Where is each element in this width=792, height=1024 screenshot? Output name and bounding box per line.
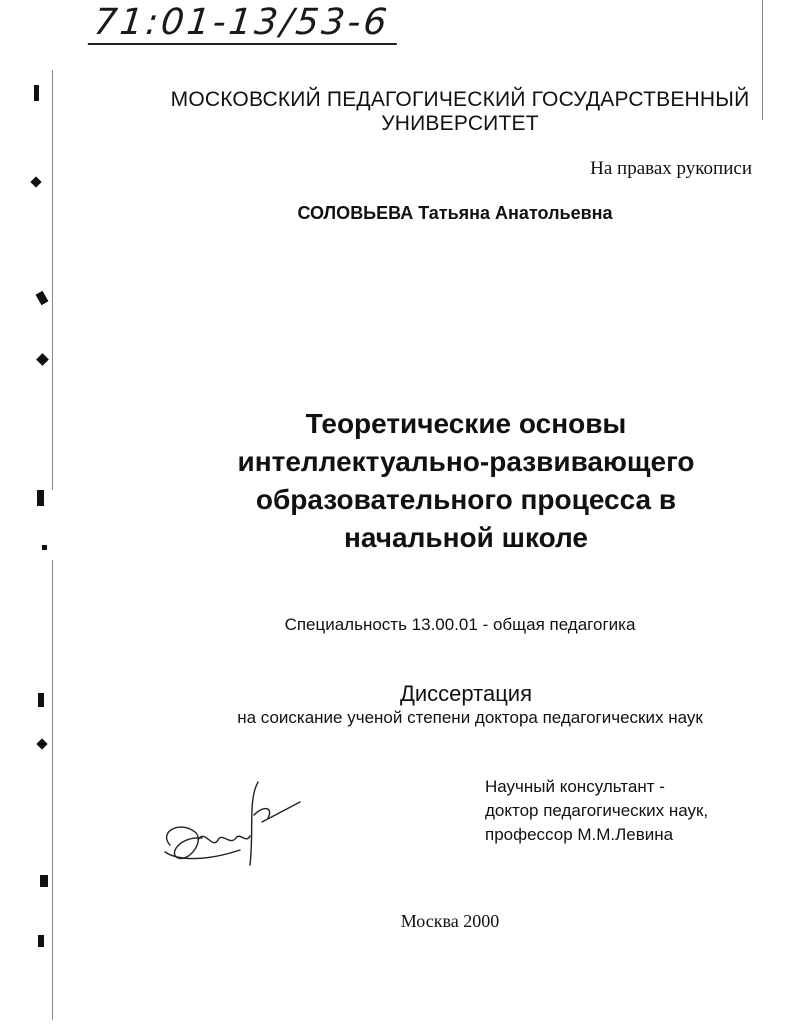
binding-mark <box>36 738 47 749</box>
signature-stroke <box>167 827 202 858</box>
signature-stroke <box>165 850 240 859</box>
consultant-line-2: доктор педагогических наук, <box>485 801 709 820</box>
dissertation-title <box>160 405 772 557</box>
university-line-1: МОСКОВСКИЙ ПЕДАГОГИЧЕСКИЙ ГОСУДАРСТВЕННЫЙ <box>170 88 750 111</box>
title-line-1: Теоретические основы <box>305 408 627 439</box>
author-name: СОЛОВЬЕВА Татьяна Анатольевна <box>297 203 613 223</box>
document-type: Диссертация <box>399 681 533 706</box>
manuscript-note: На правах рукописи <box>590 158 752 179</box>
scientific-consultant <box>485 775 708 847</box>
degree-statement: на соискание ученой степени доктора педагогических наук <box>237 708 703 727</box>
consultant-line-3: профессор М.М.Левина <box>485 825 674 844</box>
binding-mark <box>38 935 44 947</box>
consultant-line-1: Научный консультант - <box>485 777 665 796</box>
signature-stroke <box>250 782 270 865</box>
binding-mark <box>38 693 44 707</box>
binding-mark <box>36 353 49 366</box>
title-line-3: образовательного процесса в <box>255 484 677 515</box>
signature-stroke <box>198 836 250 843</box>
university-line-2: УНИВЕРСИТЕТ <box>381 112 539 135</box>
scan-line-left-lower <box>52 560 53 1020</box>
binding-mark <box>34 85 39 101</box>
university-name <box>150 88 770 136</box>
binding-mark <box>37 490 44 506</box>
signature <box>150 770 320 880</box>
binding-mark <box>40 875 48 887</box>
title-line-2: интеллектуально-развивающего <box>237 446 695 477</box>
archive-number: 71:01-13/53-6 <box>88 2 402 45</box>
binding-mark <box>30 176 41 187</box>
title-line-4: начальной школе <box>343 522 588 553</box>
place-and-year: Москва 2000 <box>400 911 500 931</box>
signature-stroke <box>262 802 300 822</box>
scan-line-left <box>52 70 53 490</box>
specialty: Специальность 13.00.01 - общая педагогика <box>284 615 636 634</box>
binding-mark <box>42 545 47 550</box>
binding-mark <box>36 291 49 305</box>
